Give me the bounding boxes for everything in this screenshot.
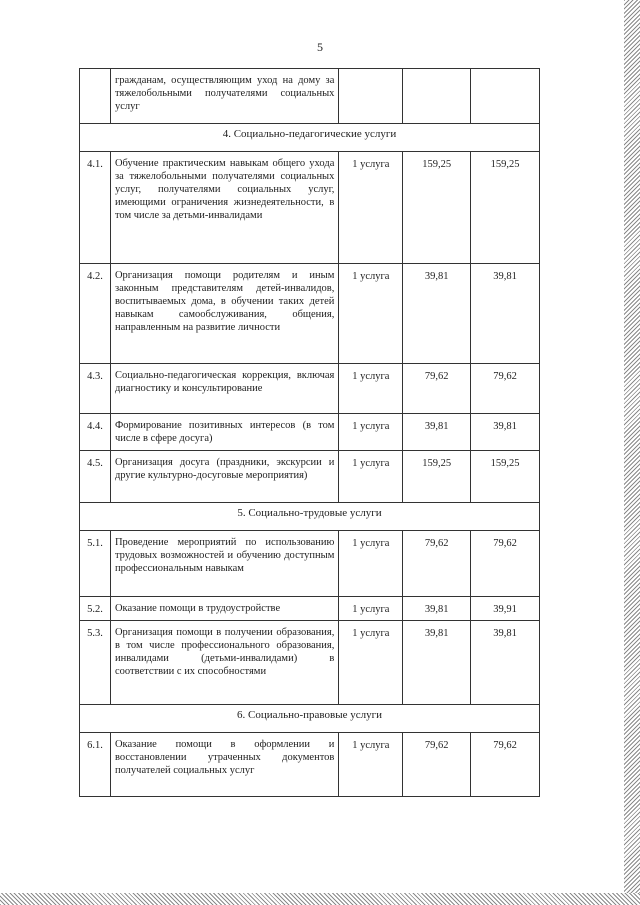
service-unit: 1 услуга (339, 597, 403, 621)
row-number (80, 69, 111, 124)
scan-edge-bottom (0, 893, 640, 905)
service-unit: 1 услуга (339, 414, 403, 451)
service-unit (339, 69, 403, 124)
section-header-row (80, 705, 540, 733)
scan-edge-right (624, 0, 640, 905)
services-price-table (79, 68, 540, 797)
service-name: Обучение практическим навыкам общего ухода за тяжелобольными получателями социальных услуг, получателями социальных услуг, имеющими ограничения жизнедеятельности, в том числе за детьми-инвалидами (110, 152, 338, 264)
row-number: 6.1. (80, 733, 111, 797)
row-number: 4.3. (80, 364, 111, 414)
service-price-1: 39,81 (403, 414, 471, 451)
row-number: 4.5. (80, 451, 111, 503)
service-price-2: 39,81 (471, 621, 540, 705)
service-name: Организация досуга (праздники, экскурсии и другие культурно-досуговые мероприятия) (110, 451, 338, 503)
section-header-row (80, 124, 540, 152)
section-title: 5. Социально-трудовые услуги (80, 503, 540, 531)
service-price-1: 79,62 (403, 733, 471, 797)
section-title: 6. Социально-правовые услуги (80, 705, 540, 733)
table-row (80, 69, 540, 124)
table-row (80, 451, 540, 503)
service-price-1: 79,62 (403, 364, 471, 414)
service-unit: 1 услуга (339, 733, 403, 797)
service-price-1: 159,25 (403, 451, 471, 503)
table-row (80, 597, 540, 621)
table-row (80, 621, 540, 705)
service-price-2: 39,81 (471, 264, 540, 364)
service-name: Организация помощи в получении образования, в том числе профессионального образования, инвалидами (детьми-инвалидами) в соответствии с их способностями (110, 621, 338, 705)
service-name: Оказание помощи в трудоустройстве (110, 597, 338, 621)
service-price-1: 79,62 (403, 531, 471, 597)
service-price-2: 39,81 (471, 414, 540, 451)
table-row (80, 733, 540, 797)
service-price-2: 39,91 (471, 597, 540, 621)
service-price-1: 39,81 (403, 621, 471, 705)
row-number: 4.4. (80, 414, 111, 451)
service-price-2: 159,25 (471, 451, 540, 503)
table-row (80, 152, 540, 264)
service-price-1: 39,81 (403, 597, 471, 621)
row-number: 5.1. (80, 531, 111, 597)
service-unit: 1 услуга (339, 264, 403, 364)
service-unit: 1 услуга (339, 152, 403, 264)
section-header-row (80, 503, 540, 531)
service-price-2 (471, 69, 540, 124)
page-number: 5 (317, 40, 323, 54)
table-row (80, 531, 540, 597)
service-name: Проведение мероприятий по использованию трудовых возможностей и обучению доступным профессиональным навыкам (110, 531, 338, 597)
service-name: гражданам, осуществляющим уход на дому за тяжелобольными получателями социальных услуг (110, 69, 338, 124)
service-unit: 1 услуга (339, 364, 403, 414)
row-number: 4.2. (80, 264, 111, 364)
service-price-2: 79,62 (471, 733, 540, 797)
service-name: Оказание помощи в оформлении и восстановлении утраченных документов получателей социальных услуг (110, 733, 338, 797)
service-unit: 1 услуга (339, 531, 403, 597)
service-name: Социально-педагогическая коррекция, включая диагностику и консультирование (110, 364, 338, 414)
service-price-2: 159,25 (471, 152, 540, 264)
service-price-2: 79,62 (471, 364, 540, 414)
service-price-1: 159,25 (403, 152, 471, 264)
service-price-1: 39,81 (403, 264, 471, 364)
service-name: Организация помощи родителям и иным законным представителям детей-инвалидов, воспитываемых дома, в обучении таких детей навыкам самообслуживания, общения, направленным на развитие личности (110, 264, 338, 364)
table-row (80, 364, 540, 414)
row-number: 5.2. (80, 597, 111, 621)
section-title: 4. Социально-педагогические услуги (80, 124, 540, 152)
row-number: 4.1. (80, 152, 111, 264)
row-number: 5.3. (80, 621, 111, 705)
table-row (80, 264, 540, 364)
service-unit: 1 услуга (339, 451, 403, 503)
service-name: Формирование позитивных интересов (в том числе в сфере досуга) (110, 414, 338, 451)
table-row (80, 414, 540, 451)
service-price-1 (403, 69, 471, 124)
service-unit: 1 услуга (339, 621, 403, 705)
service-price-2: 79,62 (471, 531, 540, 597)
